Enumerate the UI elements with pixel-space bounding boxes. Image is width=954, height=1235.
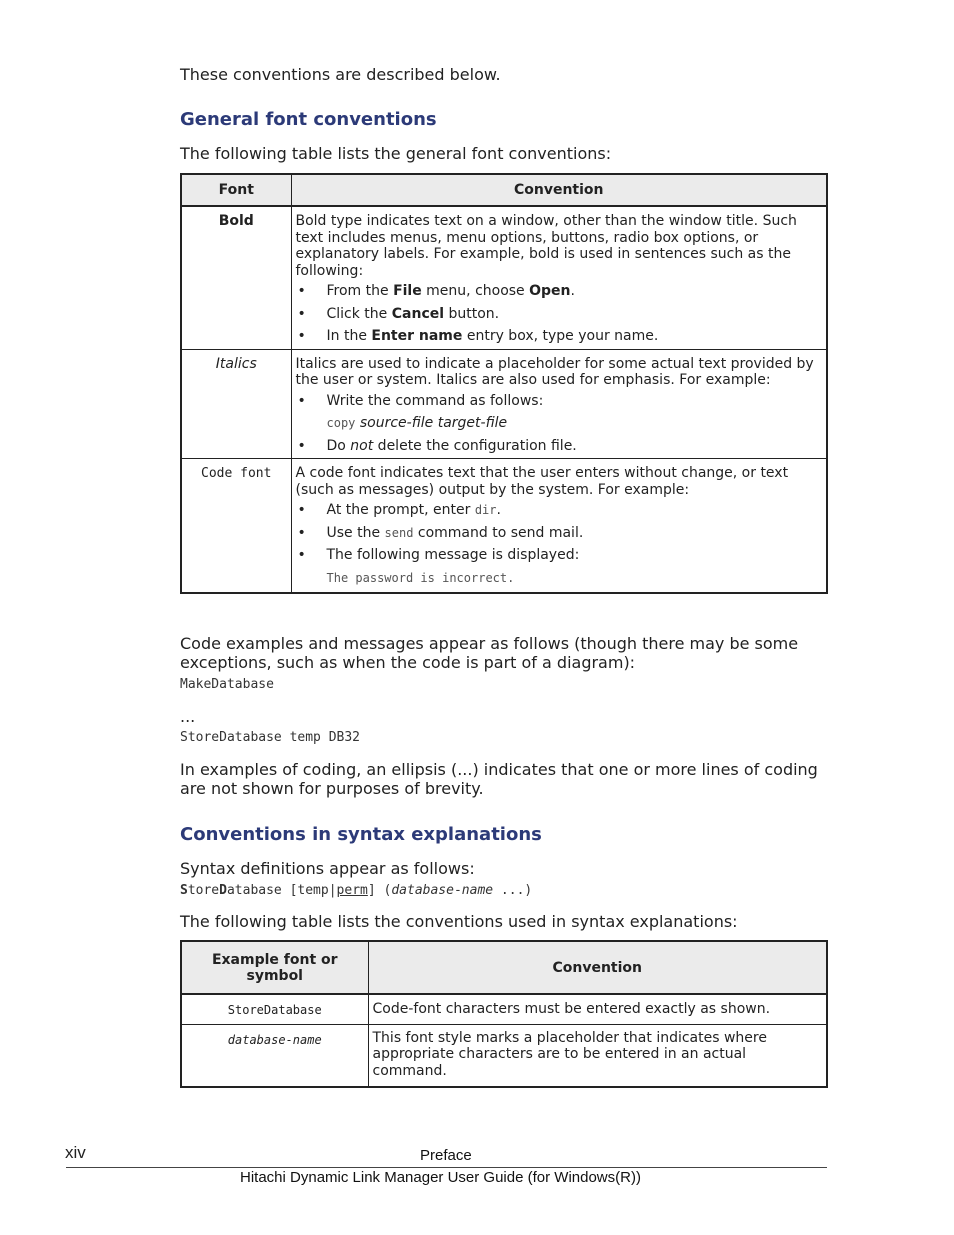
table-row-bold	[181, 206, 827, 349]
bold-examples-list	[296, 283, 823, 345]
code-examples-paragraph: Code examples and messages appear as follows (though there may be some exceptions, such as when the code is part of a diagram):	[180, 634, 799, 672]
list-item: • In the Enter name entry box, type your name.	[296, 328, 823, 345]
syntax-definition-example: StoreDatabase [temp|perm] (database-name ...)	[180, 883, 533, 898]
intro-paragraph: These conventions are described below.	[180, 65, 501, 84]
convention-bold	[291, 206, 827, 349]
table-row-italics	[181, 349, 827, 459]
table-row	[181, 1024, 827, 1087]
table-row	[181, 994, 827, 1024]
column-header-example-font: Example font or symbol	[181, 941, 368, 994]
font-name-bold: Bold	[181, 206, 291, 349]
code-example-line-1: MakeDatabase	[180, 677, 274, 692]
italics-description: Italics are used to indicate a placeholder for some actual text provided by the user or system. Italics are also used for emphasis. For example:	[295, 355, 814, 388]
list-item: • Do not delete the configuration file.	[296, 438, 823, 455]
list-item: • Use the send command to send mail.	[296, 525, 823, 542]
convention-italics	[291, 349, 827, 459]
syntax-conventions-table	[180, 940, 828, 1088]
ellipsis-explanation-paragraph: In examples of coding, an ellipsis (...) indicates that one or more lines of coding are not shown for purposes of brevity.	[180, 760, 818, 798]
table-header-row	[181, 941, 827, 994]
general-font-table	[180, 173, 828, 594]
syntax-lead: Syntax definitions appear as follows:	[180, 859, 475, 878]
section-heading-syntax-conventions: Conventions in syntax explanations	[180, 824, 542, 845]
convention-code-font	[291, 459, 827, 594]
font-name-italics: Italics	[181, 349, 291, 459]
table-row-code-font	[181, 459, 827, 594]
list-item: • Write the command as follows: copy source-file target-file	[296, 393, 823, 432]
code-example-ellipsis: ...	[180, 707, 196, 726]
footer-document-title: Hitachi Dynamic Link Manager User Guide (for Windows(R))	[240, 1169, 641, 1186]
italics-examples-list	[296, 393, 823, 455]
footer-section-name: Preface	[420, 1147, 472, 1164]
page-number: xiv	[65, 1143, 86, 1162]
column-header-convention: Convention	[368, 941, 827, 994]
column-header-font: Font	[181, 174, 291, 206]
footer-divider	[66, 1167, 827, 1168]
copy-command-example: copy source-file target-file	[326, 415, 508, 431]
symbol-database-name: database-name	[181, 1024, 368, 1087]
password-message-example: The password is incorrect.	[326, 570, 515, 585]
code-examples-list	[296, 502, 823, 586]
list-item: • The following message is displayed: The password is incorrect.	[296, 547, 823, 586]
code-font-description: A code font indicates text that the user enters without change, or text (such as messages) output by the system. For example:	[295, 465, 789, 498]
code-example-line-2: StoreDatabase temp DB32	[180, 730, 361, 745]
section-heading-general-font: General font conventions	[180, 109, 437, 130]
convention-database-name: This font style marks a placeholder that indicates where appropriate characters are to be entered in an actual command.	[368, 1024, 827, 1087]
column-header-convention: Convention	[291, 174, 827, 206]
font-name-code: Code font	[181, 459, 291, 594]
bold-description: Bold type indicates text on a window, other than the window title. Such text includes menus, menu options, buttons, radio box options, or explanatory labels. For example, bold is used in sentences such as the following:	[295, 213, 797, 279]
list-item: • From the File menu, choose Open.	[296, 283, 823, 300]
general-font-lead: The following table lists the general font conventions:	[180, 144, 612, 163]
list-item: • Click the Cancel button.	[296, 306, 823, 323]
table-header-row	[181, 174, 827, 206]
symbol-store-database: StoreDatabase	[181, 994, 368, 1024]
list-item: • At the prompt, enter dir.	[296, 502, 823, 519]
syntax-table-lead: The following table lists the conventions used in syntax explanations:	[180, 912, 738, 931]
convention-store-database: Code-font characters must be entered exactly as shown.	[368, 994, 827, 1024]
